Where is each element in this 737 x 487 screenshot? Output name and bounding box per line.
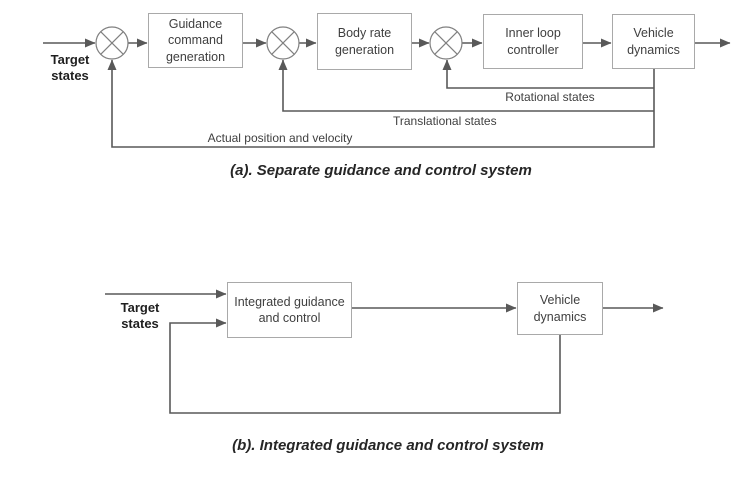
summing-junction-2 bbox=[267, 27, 299, 59]
block-integrated-guidance-control: Integrated guidance and control bbox=[227, 282, 352, 338]
actual-position-velocity-label: Actual position and velocity bbox=[207, 131, 353, 145]
rotational-states-label: Rotational states bbox=[505, 90, 595, 104]
translational-states-label: Translational states bbox=[393, 114, 497, 128]
caption-a: (a). Separate guidance and control system bbox=[230, 162, 532, 179]
block-inner-loop-controller: Inner loop controller bbox=[483, 14, 583, 69]
block-vehicle-dynamics-b: Vehicle dynamics bbox=[517, 282, 603, 335]
caption-b: (b). Integrated guidance and control system bbox=[232, 437, 544, 454]
target-states-label-b: Target states bbox=[120, 300, 160, 331]
summing-junction-3 bbox=[430, 27, 462, 59]
block-body-rate-generation: Body rate generation bbox=[317, 13, 412, 70]
target-states-label-a: Target states bbox=[50, 52, 90, 83]
block-guidance-command-generation: Guidance command generation bbox=[148, 13, 243, 68]
block-vehicle-dynamics-a: Vehicle dynamics bbox=[612, 14, 695, 69]
